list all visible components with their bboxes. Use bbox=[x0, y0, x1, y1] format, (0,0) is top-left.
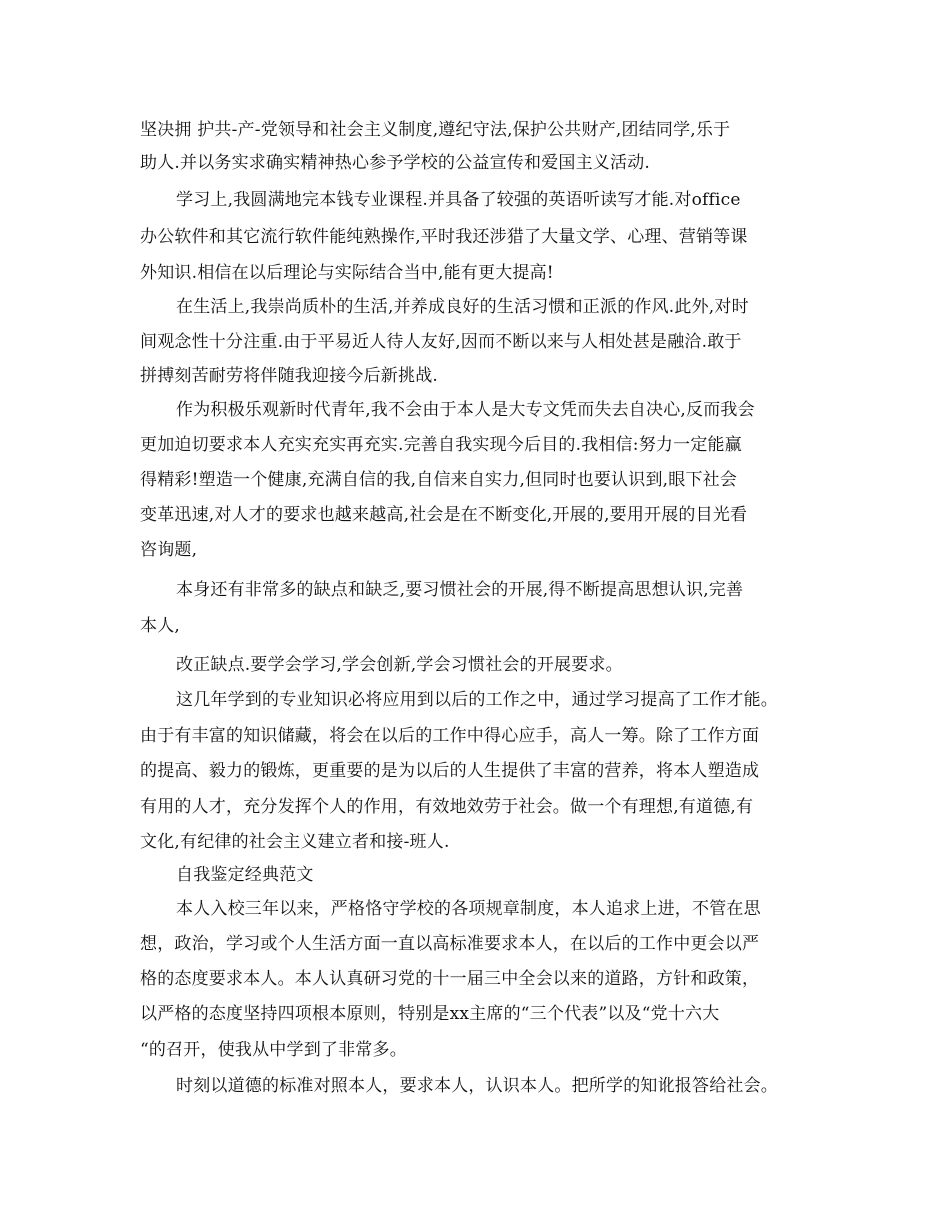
text-line: 咨询题, bbox=[140, 540, 198, 560]
text-line: 得精彩!塑造一个健康,充满自信的我,自信来自实力,但同时也要认识到,眼下社会 bbox=[140, 470, 738, 490]
text-line: 作为积极乐观新时代青年,我不会由于本人是大专文凭而失去自决心,反而我会 bbox=[176, 400, 755, 420]
text-line: 本人, bbox=[140, 616, 181, 636]
text-line: 拼搏刻苦耐劳将伴随我迎接今后新挑战. bbox=[140, 366, 439, 386]
text-line: 变革迅速,对人才的要求也越来越高,社会是在不断变化,开展的,要用开展的目光看 bbox=[140, 505, 748, 525]
section-heading: 自我鉴定经典范文 bbox=[176, 865, 314, 885]
text-line: 的提高、毅力的锻炼，更重要的是为以后的人生提供了丰富的营养，将本人塑造成 bbox=[140, 761, 760, 781]
text-line: 本身还有非常多的缺点和缺乏,要习惯社会的开展,得不断提高思想认识,完善 bbox=[176, 580, 744, 600]
text-line: 文化,有纪律的社会主义建立者和接-班人. bbox=[140, 832, 450, 852]
text-line: 由于有丰富的知识储藏，将会在以后的工作中得心应手，高人一筹。除了工作方面 bbox=[140, 726, 760, 746]
text-line: “的召开，使我从中学到了非常多。 bbox=[140, 1040, 407, 1060]
text-line: 这几年学到的专业知识必将应用到以后的工作之中，通过学习提高了工作才能。 bbox=[176, 690, 778, 710]
text-line: 外知识.相信在以后理论与实际结合当中,能有更大提高! bbox=[140, 263, 554, 283]
text-line: 本人入校三年以来，严格恪守学校的各项规章制度，本人追求上进，不管在思 bbox=[176, 899, 761, 919]
text-line: 间观念性十分注重.由于平易近人待人友好,因而不断以来与人相处甚是融洽.敢于 bbox=[140, 332, 742, 352]
text-line: 助人.并以务实求确实精神热心参予学校的公益宣传和爱国主义活动. bbox=[140, 153, 651, 173]
text-line: 更加迫切要求本人充实充实再充实.完善自我实现今后目的.我相信:努力一定能赢 bbox=[140, 435, 742, 455]
text-line: 以严格的态度坚持四项根本原则，特别是xx主席的“三个代表”以及“党十六大 bbox=[140, 1004, 720, 1024]
text-line: 在生活上,我崇尚质朴的生活,并养成良好的生活习惯和正派的作风.此外,对时 bbox=[176, 297, 749, 317]
text-line: 改正缺点.要学会学习,学会创新,学会习惯社会的开展要求。 bbox=[176, 655, 623, 675]
text-line: 坚决拥 护共-产-党领导和社会主义制度,遵纪守法,保护公共财产,团结同学,乐于 bbox=[140, 120, 731, 140]
text-line: 办公软件和其它流行软件能纯熟操作,平时我还涉猎了大量文学、心理、营销等课 bbox=[140, 227, 748, 247]
text-line: 学习上,我圆满地完本钱专业课程.并具备了较强的英语听读写才能.对office bbox=[176, 190, 741, 210]
text-line: 有用的人才，充分发挥个人的作用，有效地效劳于社会。做一个有理想,有道德,有 bbox=[140, 797, 754, 817]
text-line: 时刻以道德的标准对照本人，要求本人，认识本人。把所学的知讹报答给社会。 bbox=[176, 1076, 778, 1096]
text-line: 想，政治，学习或个人生活方面一直以高标准要求本人，在以后的工作中更会以严 bbox=[140, 934, 760, 954]
text-line: 格的态度要求本人。本人认真研习党的十一届三中全会以来的道路，方针和政策， bbox=[140, 969, 760, 989]
